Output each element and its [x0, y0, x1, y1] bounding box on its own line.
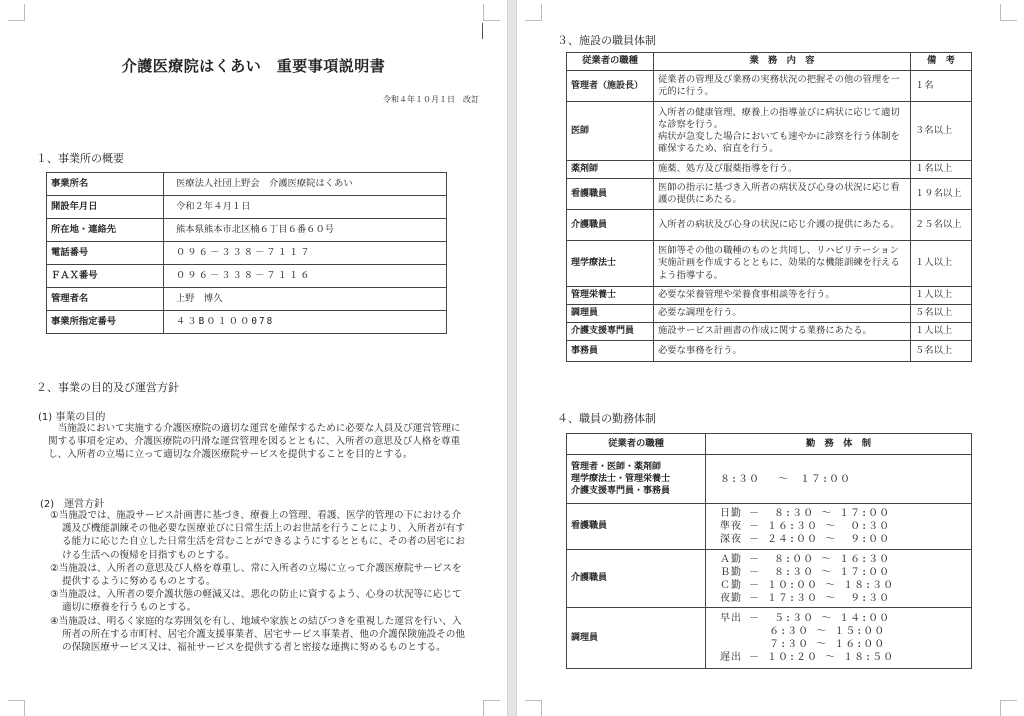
page-corner-mark	[1000, 700, 1017, 716]
staff-col-duty: 業 務 内 容	[654, 53, 911, 71]
shift-schedule	[706, 550, 972, 608]
shift-schedule	[706, 455, 972, 504]
staff-duty: 入所者の病状及び心身の状況に応じ介護の提供にあたる。	[654, 210, 911, 241]
overview-value: 医療法人社団上野会 介護医療院はくあい	[164, 173, 447, 196]
overview-value: 上野 博久	[164, 288, 447, 311]
shift-row	[567, 455, 972, 504]
document-page-1	[0, 0, 507, 716]
purpose-heading: (1) 事業の目的	[38, 412, 106, 423]
overview-label: ＦＡＸ番号	[47, 265, 164, 288]
staff-count: １人以上	[911, 241, 972, 287]
page-corner-mark	[483, 700, 500, 716]
page-corner-mark	[525, 4, 542, 21]
staff-count: ２５名以上	[911, 210, 972, 241]
overview-label: 事業所名	[47, 173, 164, 196]
staff-row	[567, 179, 972, 210]
overview-value: 令和２年４月１日	[164, 196, 447, 219]
staff-row	[567, 241, 972, 287]
overview-row	[47, 288, 447, 311]
staff-count: １名	[911, 71, 972, 102]
staff-row	[567, 102, 972, 161]
text-cursor	[482, 23, 483, 39]
staff-duty: 施設サービス計画書の作成に関する業務にあたる。	[654, 323, 911, 341]
staff-count: ３名以上	[911, 102, 972, 161]
policy-item: ③当施設は、入所者の要介護状態の軽減又は、悪化の防止に資するよう、心身の状況等に応じて適切に療養を行うものとする。	[50, 589, 462, 614]
staff-row	[567, 287, 972, 305]
staff-row	[567, 161, 972, 179]
staff-role: 介護支援専門員	[567, 323, 654, 341]
shift-time: ８:３０ ～ １７:００	[720, 473, 852, 485]
overview-value: ０９６－３３８－７１１７	[164, 242, 447, 265]
policy-item: ②当施設は、入所者の意思及び人格を尊重し、常に入所者の立場に立って介護医療院サービスを提供するように努めるものとする。	[50, 562, 462, 588]
staff-duty: 必要な栄養管理や栄養食事相談等を行う。	[654, 287, 911, 305]
staff-role: 看護職員	[567, 179, 654, 210]
overview-row	[47, 219, 447, 242]
staff-role: 介護職員	[567, 210, 654, 241]
document-title: 介護医療院はくあい 重要事項説明書	[121, 57, 386, 75]
policy-heading: (2) 運営方針	[40, 499, 105, 510]
shift-schedule	[706, 608, 972, 669]
page-corner-mark	[8, 4, 25, 21]
overview-row	[47, 196, 447, 219]
overview-row	[47, 265, 447, 288]
page-corner-mark	[1000, 4, 1017, 21]
shift-time: ７:３０ ～ １６:００	[720, 639, 886, 650]
shift-col-schedule: 勤 務 体 制	[706, 434, 972, 455]
staff-duty: 従業者の管理及び業務の実務状況の把握その他の管理を一元的に行う。	[654, 71, 911, 102]
shift-row	[567, 504, 972, 550]
shift-schedule	[706, 504, 972, 550]
shift-time: Ａ勤 － ８:００ ～ １６:３０	[720, 553, 891, 565]
overview-label: 開設年月日	[47, 196, 164, 219]
staff-duty: 必要な調理を行う。	[654, 305, 911, 323]
overview-value: 熊本県熊本市北区楠６丁目６番６０号	[164, 219, 447, 242]
shift-row	[567, 550, 972, 608]
shift-col-role: 従業者の職種	[567, 434, 706, 455]
policy-list	[50, 509, 470, 654]
shift-time: 遅出 － １０:２０ ～ １８:５０	[720, 652, 895, 663]
staff-duty: 医師等その他の職種のものと共同し、リハビリテーション実施計画を作成するとともに、効果的な機能訓練を行えるよう指導する。	[654, 241, 911, 287]
staff-role: 事務員	[567, 341, 654, 362]
overview-row	[47, 173, 447, 196]
shift-time: ６:３０ ～ １５:００	[720, 626, 886, 637]
staff-role: 調理員	[567, 305, 654, 323]
staff-duty: 入所者の健康管理、療養上の指導並びに病状に応じて適切な診察を行う。 病状が急変した場合においても速やかに診察を行う体制を確保するため、宿直を行う。	[654, 102, 911, 161]
policy-item: ①当施設では、施設サービス計画書に基づき、療養上の管理、看護、医学的管理の下における介護及び機能訓練その他必要な医療並びに日常生活上のお世話を行うことにより、入所者が有する能力に応じた自立した日常生活を営むことができるようにするとともに、その者の居宅における生活への復帰を目指すものとする。	[50, 510, 465, 561]
overview-value: ４３B０１００078	[164, 311, 447, 334]
section2-heading: ２、事業の目的及び運営方針	[36, 381, 179, 394]
shift-time: Ｃ勤 － １０:００ ～ １８:３０	[720, 579, 895, 591]
staff-col-count: 備 考	[911, 53, 972, 71]
overview-table	[46, 172, 447, 334]
overview-label: 電話番号	[47, 242, 164, 265]
staff-role: 医師	[567, 102, 654, 161]
staff-row	[567, 71, 972, 102]
overview-row	[47, 311, 447, 334]
revision-date: 令和４年１０月１日 改訂	[383, 95, 479, 104]
shift-role: 看護職員	[567, 504, 706, 550]
page-corner-mark	[483, 4, 500, 21]
staff-table	[566, 52, 972, 362]
page-corner-mark	[525, 700, 542, 716]
page-gap	[507, 0, 517, 716]
shift-table	[566, 433, 972, 669]
staff-row	[567, 210, 972, 241]
purpose-text: 当施設において実施する介護医療院の適切な運営を確保するために必要な人員及び運営管理に関する事項を定め、介護医療院の円滑な運営管理を図るとともに、入所者の意思及び人格を尊重し、入所者の立場に立って適切な介護医療院サービスを提供することを目的とする。	[48, 423, 461, 461]
staff-role: 管理者（施設長）	[567, 71, 654, 102]
staff-count: ５名以上	[911, 305, 972, 323]
shift-time: 夜勤 － １７:３０ ～ ９:３０	[720, 592, 891, 604]
shift-role: 介護職員	[567, 550, 706, 608]
shift-row	[567, 608, 972, 669]
shift-role: 管理者・医師・薬剤師 理学療法士・管理栄養士 介護支援専門員・事務員	[567, 455, 706, 504]
section4-heading: ４、職員の勤務体制	[557, 412, 656, 425]
overview-label: 所在地・連絡先	[47, 219, 164, 242]
shift-time: Ｂ勤 － ８:３０ ～ １７:００	[720, 566, 891, 578]
overview-value: ０９６－３３８－７１１６	[164, 265, 447, 288]
staff-duty: 必要な事務を行う。	[654, 341, 911, 362]
staff-role: 管理栄養士	[567, 287, 654, 305]
shift-time: 準夜 － １６:３０ ～ ０:３０	[720, 521, 891, 532]
staff-row	[567, 305, 972, 323]
section1-heading: １、事業所の概要	[36, 152, 124, 165]
overview-row	[47, 242, 447, 265]
shift-time: 日勤 － ８:３０ ～ １７:００	[720, 508, 891, 519]
page-corner-mark	[8, 700, 25, 716]
shift-time: 深夜 － ２４:００ ～ ９:００	[720, 534, 891, 545]
staff-row	[567, 341, 972, 362]
overview-label: 事業所指定番号	[47, 311, 164, 334]
shift-role: 調理員	[567, 608, 706, 669]
staff-count: １人以上	[911, 323, 972, 341]
staff-role: 薬剤師	[567, 161, 654, 179]
staff-count: １人以上	[911, 287, 972, 305]
staff-count: １名以上	[911, 161, 972, 179]
overview-label: 管理者名	[47, 288, 164, 311]
section3-heading: ３、施設の職員体制	[557, 34, 656, 47]
shift-time: 早出 － ５:３０ ～ １４:００	[720, 613, 891, 624]
staff-count: ５名以上	[911, 341, 972, 362]
staff-col-role: 従業者の職種	[567, 53, 654, 71]
staff-role: 理学療法士	[567, 241, 654, 287]
staff-row	[567, 323, 972, 341]
staff-duty: 医師の指示に基づき入所者の病状及び心身の状況に応じ看護の提供にあたる。	[654, 179, 911, 210]
staff-count: １９名以上	[911, 179, 972, 210]
policy-item: ④当施設は、明るく家庭的な雰囲気を有し、地域や家族との結びつきを重視した運営を行い、入所者の所在する市町村、居宅介護支援事業者、居宅サービス事業者、他の介護保険施設その他の保険医療サービス又は、福祉サービスを提供する者と密接な連携に努めるものとする。	[50, 615, 465, 654]
staff-duty: 施薬、処方及び服薬指導を行う。	[654, 161, 911, 179]
